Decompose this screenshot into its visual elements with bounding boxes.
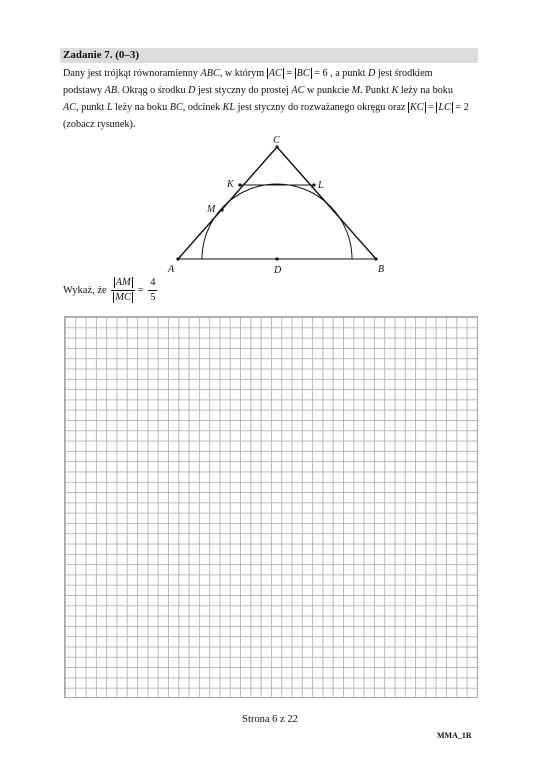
segment-kl: KL — [222, 102, 236, 113]
text: Dany jest trójkąt równoramienny — [63, 68, 201, 79]
point-k-dot — [238, 183, 241, 186]
side-ac: AC — [63, 102, 77, 113]
fraction-denominator — [111, 291, 135, 305]
text: = 2 — [452, 102, 469, 113]
label-k: K — [227, 179, 234, 190]
label-c: C — [273, 135, 280, 146]
text: jest styczny do prostej — [195, 85, 292, 96]
problem-line-2 — [63, 82, 475, 99]
segment-mc: MC — [115, 292, 132, 303]
semicircle-arc — [202, 184, 352, 259]
task-title: Zadanie 7. (0–3) — [63, 49, 140, 61]
result-fraction — [148, 276, 157, 305]
text: . Punkt — [360, 85, 392, 96]
segment-lc: LC — [438, 102, 451, 113]
problem-line-4: (zobacz rysunek). — [63, 119, 136, 130]
point-d: D — [188, 85, 196, 96]
label-l: L — [318, 180, 324, 191]
line-ac: AC — [291, 85, 305, 96]
side-bc: BC — [169, 102, 183, 113]
text: = — [283, 68, 295, 79]
point-d: D — [368, 68, 376, 79]
point-a-dot — [176, 257, 179, 260]
problem-line-1 — [63, 65, 475, 82]
problem-line-3 — [63, 99, 475, 116]
result-denominator: 5 — [150, 292, 156, 303]
text: leży na boku — [398, 85, 453, 96]
point-l: L — [106, 102, 113, 113]
result-numerator: 4 — [148, 276, 157, 291]
label-m: M — [207, 204, 216, 215]
text: podstawy — [63, 85, 105, 96]
point-d-dot — [275, 257, 278, 260]
triangle-name: ABC — [200, 68, 220, 79]
segment-bc: BC — [296, 68, 310, 79]
text: , punkt — [76, 102, 107, 113]
page-number: Strona 6 z 22 — [242, 714, 298, 725]
ratio-fraction — [111, 276, 135, 305]
prove-prefix: Wykaż, że — [63, 284, 110, 296]
label-b: B — [378, 264, 385, 275]
label-a: A — [168, 264, 175, 275]
text: . Okrąg o środku — [117, 85, 189, 96]
fraction-numerator — [111, 276, 135, 291]
text: leży na boku — [112, 102, 170, 113]
equals-sign: = — [135, 284, 147, 296]
point-m-dot — [220, 208, 223, 211]
triangle-figure — [160, 132, 400, 277]
text: , odcinek — [182, 102, 223, 113]
label-d: D — [274, 265, 282, 276]
text: w punkcie — [304, 85, 352, 96]
problem-statement — [63, 65, 475, 133]
text: jest styczny do rozważanego okręgu oraz — [235, 102, 408, 113]
text: = — [425, 102, 437, 113]
point-m: M — [351, 85, 361, 96]
segment-kc: KC — [409, 102, 424, 113]
point-l-dot — [312, 183, 315, 186]
text: , w którym — [219, 68, 267, 79]
point-k: K — [391, 85, 399, 96]
prove-statement — [63, 276, 157, 305]
point-b-dot — [374, 257, 377, 260]
text: jest środkiem — [375, 68, 433, 79]
exam-code: MMA_1R — [437, 731, 472, 740]
segment-ab: AB — [104, 85, 118, 96]
segment-am: AM — [115, 277, 131, 288]
answer-grid[interactable] — [64, 316, 478, 698]
segment-ac: AC — [268, 68, 282, 79]
text: = 6 , a punkt — [311, 68, 369, 79]
